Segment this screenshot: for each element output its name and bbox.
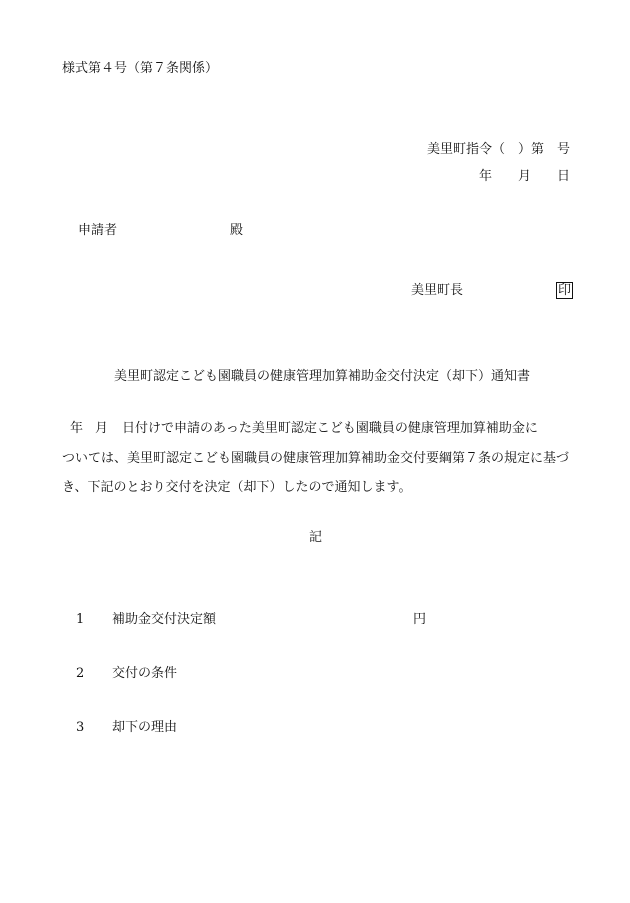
yen-unit: 円 [413,612,427,627]
item-number: 1 [76,612,85,627]
date-day: 日 [556,169,570,184]
body-line-3: き、下記のとおり交付を決定（却下）したので通知します。 [62,480,412,495]
item-number: 3 [76,720,85,735]
applicant-honorific: 殿 [230,223,244,238]
body-year: 年 [70,421,84,436]
applicant-label: 申請者 [78,223,118,238]
ki-heading: 記 [309,530,323,545]
document-title: 美里町認定こども園職員の健康管理加算補助金交付決定（却下）通知書 [114,369,531,384]
date-month: 月 [517,169,531,184]
body-line-1 [62,422,538,435]
date-year: 年 [478,169,492,184]
reference-date [479,170,570,183]
item-label: 却下の理由 [112,720,178,735]
item-number: 2 [76,666,85,681]
body-line-1-text: 日付けで申請のあった美里町認定こども園職員の健康管理加算補助金に [122,421,538,436]
issuer-name: 美里町長 [411,283,464,298]
item-label: 補助金交付決定額 [112,612,217,627]
form-number: 様式第４号（第７条関係） [62,61,219,76]
reference-number: 美里町指令（ ）第 号 [426,142,570,157]
body-month: 月 [95,421,109,436]
seal-mark: 印 [558,283,572,298]
body-line-2: ついては、美里町認定こども園職員の健康管理加算補助金交付要綱第７条の規定に基づ [62,451,570,466]
item-label: 交付の条件 [112,666,178,681]
